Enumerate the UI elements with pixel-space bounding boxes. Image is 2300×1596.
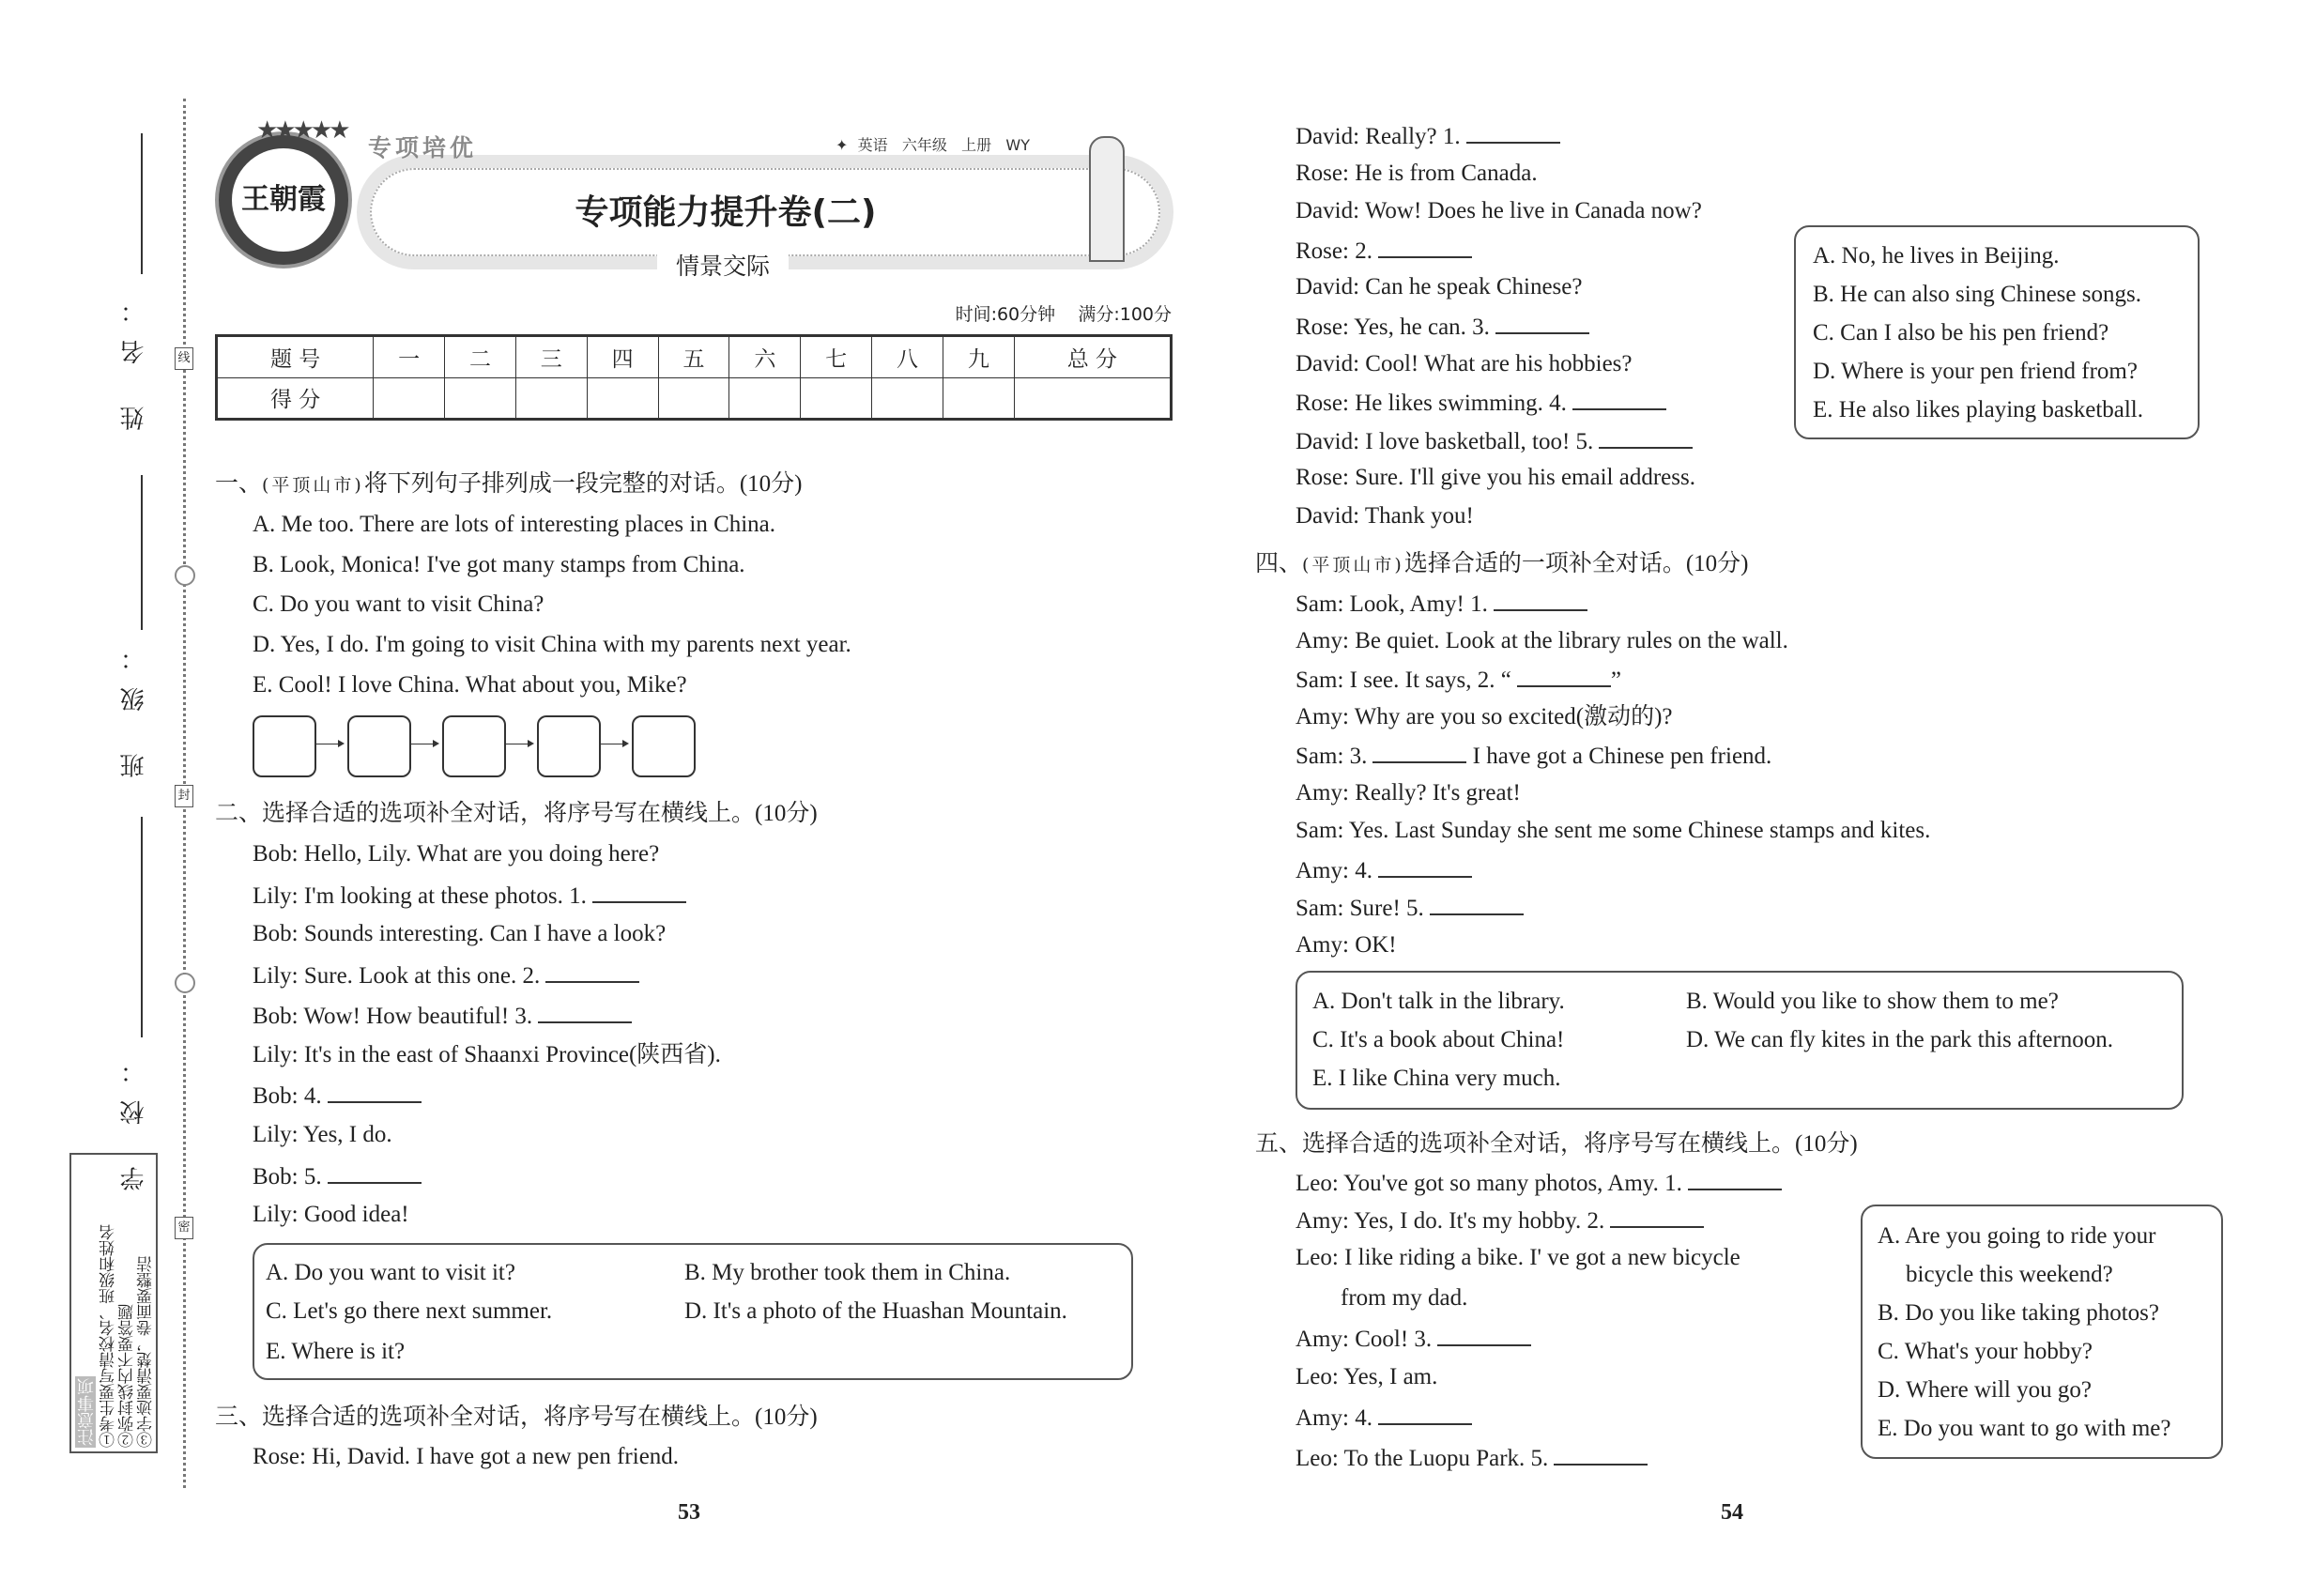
notice-box	[69, 1153, 158, 1453]
score-cell[interactable]	[801, 377, 872, 420]
section-title: 选择合适的一项补全对话。	[1403, 549, 1686, 576]
dialogue-line	[253, 960, 639, 990]
dialogue-line	[1296, 236, 1472, 266]
sentence-item: D. Yes, I do. I'm going to visit China with my parents next year.	[253, 632, 851, 658]
dialogue-text: Lily: Good idea!	[253, 1202, 409, 1228]
section-4-heading	[1255, 549, 1749, 579]
dialogue-line	[1296, 1443, 1648, 1473]
answer-blank[interactable]	[1378, 855, 1472, 878]
answer-blank[interactable]	[1378, 1403, 1472, 1425]
dialogue-text: Rose: He likes swimming. 4.	[1296, 391, 1567, 417]
option-e: E. He also likes playing basketball.	[1813, 397, 2144, 422]
dialogue-line	[1296, 197, 1702, 225]
brand-logo: 王朝霞 ★★★★★	[215, 131, 352, 269]
option-a-cont: bicycle this weekend?	[1906, 1262, 2113, 1287]
dialogue-text: Amy: 4.	[1296, 1405, 1372, 1431]
sequence-box-4[interactable]	[537, 715, 601, 777]
question-column-header: 九	[943, 336, 1014, 378]
answer-blank[interactable]	[538, 1001, 632, 1023]
page-number-right: 54	[1721, 1500, 1743, 1525]
answer-blank[interactable]	[592, 881, 686, 903]
section-number: 二、	[215, 799, 263, 826]
dialogue-text: David: Thank you!	[1296, 503, 1474, 529]
exam-info	[956, 300, 1172, 326]
answer-blank[interactable]	[1437, 1324, 1531, 1346]
dialogue-text: Leo: You've got so many photos, Amy. 1.	[1296, 1171, 1682, 1196]
dialogue-line	[1296, 779, 1521, 807]
time-limit: 时间:60分钟	[955, 304, 1056, 325]
question-column-header: 总 分	[1014, 336, 1171, 378]
dialogue-text: David: Wow! Does he live in Canada now?	[1296, 198, 1702, 224]
brand-name: 王朝霞	[241, 183, 326, 216]
dialogue-line	[1296, 388, 1666, 418]
name-label: 姓 名：	[120, 282, 148, 431]
dialogue-line	[1296, 1244, 1740, 1272]
option-a: A. Are you going to ride your	[1878, 1223, 2156, 1249]
score-cell[interactable]	[515, 377, 587, 420]
dialogue-line	[1296, 121, 1560, 151]
section-score: (10分)	[1685, 551, 1749, 576]
dialogue-text: Lily: It's in the east of Shaanxi Province(陕西省).	[253, 1041, 721, 1067]
school-label: 学 校：	[120, 1042, 148, 1191]
dialogue-text: Lily: Sure. Look at this one. 2.	[253, 963, 541, 990]
dialogue-text: Bob: 4.	[253, 1083, 322, 1110]
dialogue-line	[1296, 741, 1771, 771]
score-table-score-row	[217, 377, 1172, 420]
option-a: A. Do you want to visit it?	[266, 1260, 515, 1285]
section-number: 四、	[1255, 549, 1303, 576]
dialogue-text: Leo: I like riding a bike. I' ve got a new bicycle	[1296, 1245, 1740, 1270]
score-cell[interactable]	[445, 377, 516, 420]
section-note: (平顶山市)	[262, 475, 364, 496]
notice-title: 注意事项	[77, 1378, 97, 1446]
section-2-options-box	[253, 1243, 1133, 1380]
score-cell[interactable]	[872, 377, 943, 420]
seal-marker-dense: 密	[175, 1217, 193, 1239]
dialogue-text: Amy: Why are you so excited(激动的)?	[1296, 703, 1673, 729]
dialogue-text: Amy: 4.	[1296, 857, 1372, 883]
score-cell[interactable]	[374, 377, 445, 420]
option-d: D. Where is your pen friend from?	[1813, 359, 2138, 384]
answer-blank[interactable]	[1430, 893, 1524, 915]
option-b: B. He can also sing Chinese songs.	[1813, 282, 2141, 307]
dialogue-line	[1296, 627, 1788, 655]
dialogue-line	[253, 1121, 392, 1149]
school-field[interactable]	[141, 817, 143, 1037]
dialogue-text: Amy: Be quiet. Look at the library rules on the wall.	[1296, 627, 1788, 653]
section-score: (10分)	[1795, 1131, 1858, 1157]
answer-blank[interactable]	[1688, 1168, 1782, 1190]
sentence-item: A. Me too. There are lots of interesting places in China.	[253, 512, 776, 537]
question-column-header: 五	[658, 336, 729, 378]
section-note: (平顶山市)	[1302, 555, 1404, 575]
seal-circle-icon	[175, 973, 195, 993]
option-b: B. Do you like taking photos?	[1878, 1300, 2159, 1326]
question-column-header: 六	[729, 336, 801, 378]
question-column-header: 二	[445, 336, 516, 378]
score-table-header-row	[217, 336, 1172, 378]
dialogue-line	[1296, 817, 1930, 845]
dialogue-text: Sam: 3.	[1296, 744, 1368, 769]
section-title: 将下列句子排列成一段完整的对话。	[363, 469, 740, 497]
full-score: 满分:100分	[1078, 304, 1172, 325]
section-title: 选择合适的选项补全对话，将序号写在横线上。	[262, 1403, 756, 1430]
seal-marker-seal: 封	[175, 785, 193, 807]
section-5-heading	[1255, 1129, 1858, 1159]
answer-blank[interactable]	[1466, 121, 1560, 144]
meta-subject: 英语	[857, 136, 888, 154]
section-score: (10分)	[755, 801, 818, 826]
meta-edition: WY	[1005, 136, 1031, 154]
notice-item: ②弥封线内不要答题	[118, 1304, 136, 1448]
dialogue-line	[253, 920, 666, 948]
dialogue-text: Sam: I see. It says, 2. “	[1296, 668, 1511, 693]
dialogue-text: David: Really? 1.	[1296, 124, 1461, 149]
section-3-options-box	[1794, 225, 2200, 439]
score-cell[interactable]	[1014, 377, 1171, 420]
dialogue-line	[1296, 931, 1397, 959]
option-d: D. We can fly kites in the park this afternoon.	[1686, 1027, 2114, 1052]
score-label: 得 分	[217, 377, 374, 420]
sentence-item: E. Cool! I love China. What about you, Mike?	[253, 671, 687, 698]
sentence-item: B. Look, Monica! I've got many stamps from China.	[253, 551, 745, 577]
option-a: A. No, he lives in Beijing.	[1813, 243, 2060, 269]
dialogue-text: Amy: Really? It's great!	[1296, 779, 1521, 806]
dialogue-line	[1296, 665, 1621, 695]
dialogue-line	[1296, 1363, 1437, 1391]
dialogue-line	[1296, 502, 1474, 530]
dialogue-text: Rose: Yes, he can. 3.	[1296, 315, 1490, 340]
option-c: C. It's a book about China!	[1312, 1027, 1565, 1052]
dialogue-line	[1296, 1403, 1472, 1433]
option-c: C. Can I also be his pen friend?	[1813, 320, 2109, 345]
dialogue-text: Rose: 2.	[1296, 238, 1372, 264]
dialogue-line: Rose: Hi, David. I have got a new pen friend.	[253, 1444, 680, 1469]
page-subtitle: 情景交际	[657, 248, 789, 282]
class-label: 班 级：	[120, 629, 148, 778]
sparkle-icon: ✦	[836, 136, 849, 154]
sequence-box-3[interactable]	[442, 715, 506, 777]
dialogue-line	[1296, 160, 1538, 188]
dialogue-line	[1296, 589, 1587, 619]
score-cell[interactable]	[729, 377, 801, 420]
option-c: C. Let's go there next summer.	[266, 1298, 553, 1324]
notice-item: ③字迹要清楚，卷面要整洁	[137, 1256, 155, 1448]
dialogue-line	[1296, 464, 1695, 492]
question-column-header: 四	[587, 336, 658, 378]
dialogue-line	[253, 1081, 422, 1111]
question-number-label: 题 号	[217, 336, 374, 378]
option-d: D. It's a photo of the Huashan Mountain.	[684, 1298, 1067, 1324]
dialogue-line	[1296, 1205, 1704, 1235]
dialogue-text-after: I have got a Chinese pen friend.	[1466, 744, 1772, 769]
dialogue-line	[1296, 703, 1673, 731]
dialogue-line	[1296, 1284, 1467, 1312]
dialogue-text: Sam: Look, Amy! 1.	[1296, 591, 1488, 617]
dialogue-text: Sam: Yes. Last Sunday she sent me some Chinese stamps and kites.	[1296, 818, 1931, 843]
section-5-options-box	[1861, 1205, 2223, 1459]
section-number: 三、	[215, 1403, 263, 1430]
score-cell[interactable]	[943, 377, 1014, 420]
dialogue-text: Bob: 5.	[253, 1163, 322, 1189]
answer-blank[interactable]	[1494, 589, 1587, 611]
option-b: B. My brother took them in China.	[684, 1260, 1011, 1285]
section-score: (10分)	[755, 1404, 818, 1430]
series-label: 专项培优	[368, 134, 478, 161]
dialogue-text: David: Cool! What are his hobbies?	[1296, 350, 1633, 376]
sequence-box-2[interactable]	[347, 715, 411, 777]
dialogue-line	[253, 881, 686, 911]
sequence-box-5[interactable]	[632, 715, 696, 777]
dialogue-line	[1296, 855, 1472, 885]
sequence-box-1[interactable]	[253, 715, 316, 777]
dialogue-text: David: I love basketball, too! 5.	[1296, 428, 1594, 454]
page-number-left: 53	[678, 1500, 700, 1525]
answer-blank[interactable]	[545, 960, 639, 983]
seal-circle-icon	[175, 565, 195, 586]
option-e: E. Where is it?	[266, 1339, 406, 1364]
section-3-heading	[215, 1403, 818, 1432]
dialogue-line	[1296, 273, 1582, 301]
page-title: 专项能力提升卷(二)	[575, 193, 877, 232]
dialogue-text: Amy: Yes, I do. It's my hobby. 2.	[1296, 1208, 1605, 1234]
dialogue-text: Leo: To the Luopu Park. 5.	[1296, 1446, 1549, 1471]
dialogue-line	[1296, 426, 1693, 456]
dialogue-line	[1296, 350, 1632, 378]
section-score: (10分)	[739, 471, 803, 497]
answer-blank[interactable]	[1599, 426, 1693, 449]
dialogue-line	[1296, 312, 1589, 342]
option-b: B. Would you like to show them to me?	[1686, 989, 2059, 1014]
dialogue-text: Amy: OK!	[1296, 931, 1397, 958]
question-column-header: 三	[515, 336, 587, 378]
dialogue-line	[1296, 1168, 1782, 1198]
section-1-heading	[215, 469, 803, 499]
dialogue-text: Bob: Hello, Lily. What are you doing here?	[253, 841, 660, 867]
score-table	[215, 334, 1173, 421]
dialogue-text: Rose: Sure. I'll give you his email address.	[1296, 465, 1695, 491]
option-e: E. Do you want to go with me?	[1878, 1416, 2171, 1441]
section-2-heading	[215, 799, 818, 828]
meta-volume: 上册	[961, 136, 992, 154]
dialogue-line	[253, 1161, 422, 1191]
answer-blank[interactable]	[1517, 665, 1611, 687]
option-d: D. Where will you go?	[1878, 1377, 2092, 1403]
section-number: 五、	[1255, 1129, 1303, 1157]
answer-blank[interactable]	[328, 1081, 422, 1103]
question-column-header: 一	[374, 336, 445, 378]
dialogue-text: Leo: Yes, I am.	[1296, 1364, 1438, 1389]
seal-marker-line: 线	[175, 347, 193, 370]
dialogue-text: Lily: Yes, I do.	[253, 1121, 392, 1147]
section-number: 一、	[215, 469, 263, 497]
dialogue-text: from my dad.	[1341, 1285, 1468, 1311]
section-title: 选择合适的选项补全对话，将序号写在横线上。	[262, 799, 756, 826]
answer-blank[interactable]	[1378, 236, 1472, 258]
section-4-options-box	[1296, 971, 2184, 1110]
option-e: E. I like China very much.	[1312, 1066, 1561, 1091]
dialogue-line	[253, 1001, 632, 1031]
dialogue-line	[253, 1201, 409, 1229]
answer-blank[interactable]	[328, 1161, 422, 1184]
dialogue-text: Lily: I'm looking at these photos. 1.	[253, 882, 587, 909]
answer-blank[interactable]	[1610, 1205, 1704, 1228]
option-c: C. What's your hobby?	[1878, 1339, 2093, 1364]
dialogue-line	[1296, 893, 1524, 923]
dialogue-text: Bob: Sounds interesting. Can I have a look?	[253, 921, 667, 947]
notice-item: ①考生要写清校名、班级和姓名	[100, 1224, 117, 1448]
answer-blank[interactable]	[1554, 1443, 1648, 1466]
book-meta	[836, 133, 1030, 155]
section-title: 选择合适的选项补全对话，将序号写在横线上。	[1302, 1129, 1796, 1157]
dialogue-text: Bob: Wow! How beautiful! 3.	[253, 1003, 533, 1029]
question-column-header: 八	[872, 336, 943, 378]
option-a: A. Don't talk in the library.	[1312, 989, 1565, 1014]
dialogue-line	[253, 1041, 721, 1069]
sentence-item: C. Do you want to visit China?	[253, 591, 544, 618]
dialogue-text: David: Can he speak Chinese?	[1296, 274, 1583, 300]
question-column-header: 七	[801, 336, 872, 378]
dialogue-text-after: ”	[1610, 668, 1621, 693]
answer-blank[interactable]	[1572, 388, 1666, 410]
dialogue-line	[1296, 1324, 1531, 1354]
score-cell[interactable]	[587, 377, 658, 420]
dialogue-text: Amy: Cool! 3.	[1296, 1327, 1433, 1352]
score-cell[interactable]	[658, 377, 729, 420]
meta-grade: 六年级	[901, 136, 947, 154]
class-field[interactable]	[141, 475, 143, 630]
dialogue-text: Sam: Sure! 5.	[1296, 896, 1424, 921]
dialogue-text: Rose: He is from Canada.	[1296, 160, 1538, 186]
answer-blank[interactable]	[1495, 312, 1589, 334]
dialogue-line	[253, 840, 659, 868]
answer-blank[interactable]	[1372, 741, 1466, 763]
